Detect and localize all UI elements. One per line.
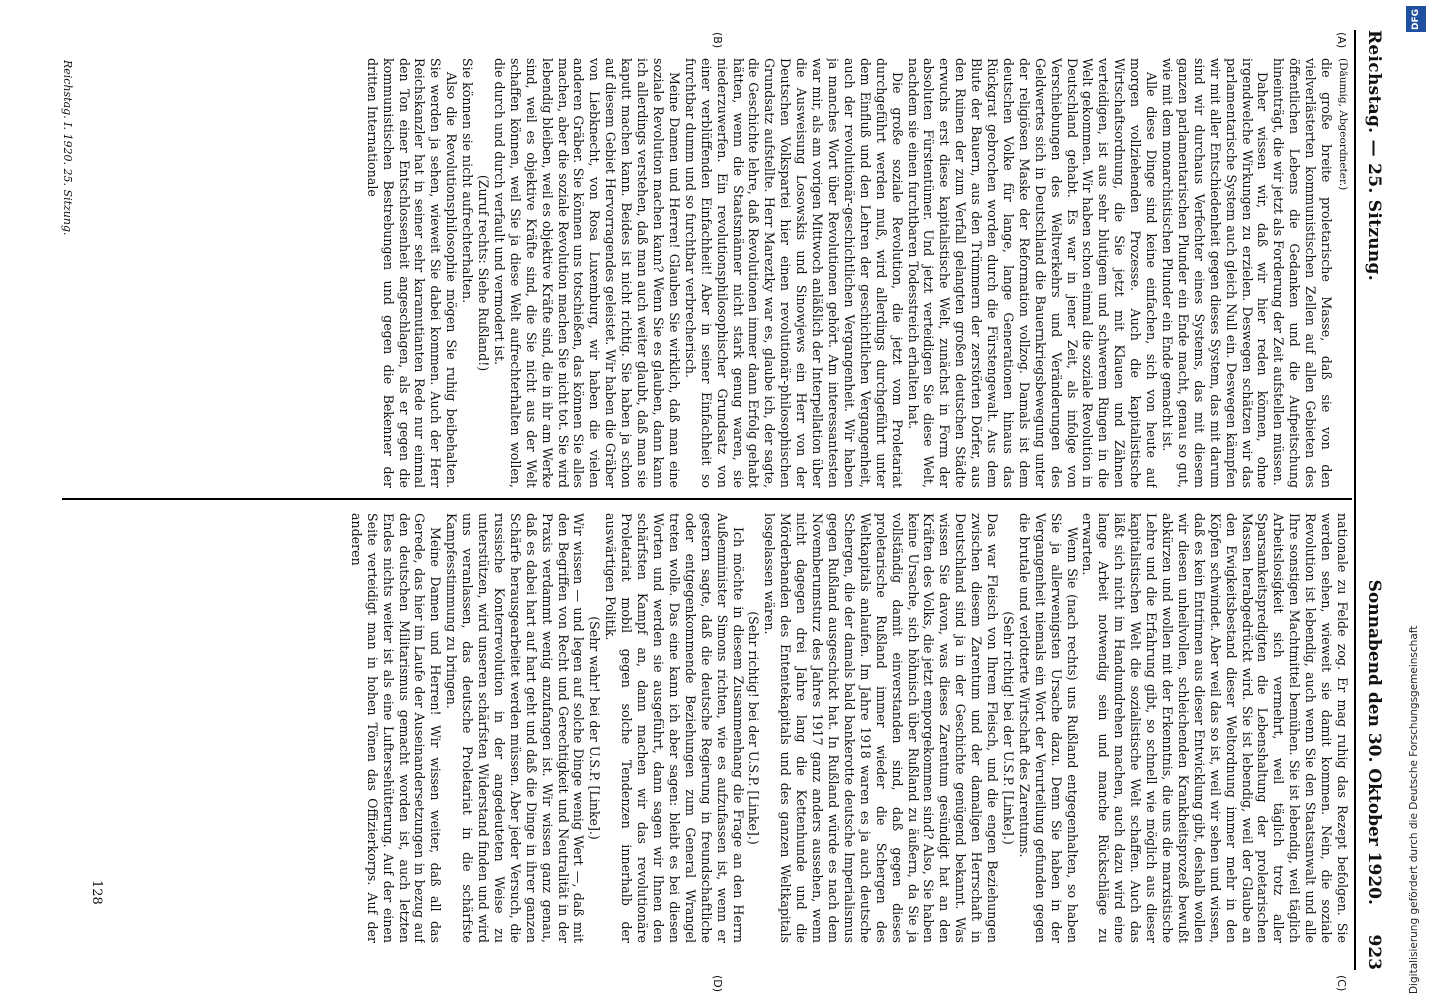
paragraph: Alle diese Dinge sind keine einfachen, sich von heute auf morgen vollziehenden Prozesse. Auch die kapitalistische Wirtschaftsordnung, die Sie jetzt mit Klauen und Zähnen verteidigen, ist aus sehr blutigem und schwerem Ringen in die Welt gekommen. Wir haben schon einmal die soziale Revolution in Deutschland gehabt. Es war in jener Zeit, als infolge von Verschiebungen des Weltverkehrs und Veränderungen des Geldwertes sich in Deutschland die Bauernkriegsbewegung unter der religiösen Maske der Reformation vollzog. Damals ist dem deutschen Volke für lange, lange Generationen hinaus das Rückgrat gebrochen worden durch die Fürstengewalt. Aus dem Blute der Bauern, aus den Trümmern der zerstörten Dörfer, aus den Ruinen der zum Verfall gelangten großen deutschen Städte erwuchs erst diese kapitalistische Welt, zunächst in Form der absoluten Fürstentümer. Und jetzt verteidigen Sie diese Welt, nachdem sie einen furchtbaren Todesstreich erhalten hat. — [905, 58, 1160, 488]
interjection: (Sehr wahr! bei der U.S.P. [Linke].) — [587, 616, 603, 840]
header-right — [1364, 580, 1384, 970]
paragraph: Meine Damen und Herren! Wir wissen weiter, daß all das Gerede, das hier im Laufe der Auseinandersetzungen in bezug auf den deutschen Militarismus gemacht worden ist, auch letzten Endes nichts weiter ist als eine Luftersehütterung. Auf der einen Seite verteidigt man in hohen Tönen das Offizierkorps. Auf der anderen — [348, 513, 444, 943]
paragraph: Die große soziale Revolution, die jetzt vom Proletariat durchgeführt werden muß, wird allerdings durchgeführt unter dem Einfluß und den Lehren der geschichtlichen Vergangenheit, auch der revolutionär-geschichtlichen Vergangenheit. Wir haben ja manches Wort über Revolutionen gehört. Am interessantesten war mir, als am vorigen Mittwoch anläßlich der Interpellation über die Ausweisung Losowskis und Sinowjews ein Herr von der Deutschen Volkspartei hier einen revolutionär-philosophischen Grundsatz aufstellte. Herr Mareztky war es, glaube ich, der sagte, die Geschichte lehre, daß Revolutionen immer dann Erfolg gehabt hätten, wenn die Staatsmänner nicht stark genug waren, sie niederzuwerfen. Ein revolutionsphilosophischer Grundsatz von einer verblüffenden Einfachheit! Aber in seiner Einfachheit so furchtbar dumm und so furchtbar verbrecherisch. — [682, 58, 905, 488]
header-rule — [1354, 30, 1356, 970]
dfg-logo: DFG — [1406, 6, 1426, 32]
digitization-credit: Digitalisierung gefördert durch die Deutsche Forschungsgemeinschaft — [1408, 625, 1420, 994]
header-session: Reichstag. — 25. Sitzung. — [1364, 30, 1384, 281]
paragraph: Also die Revolutionsphilosophie mögen Sie ruhig beibehalten. Sie werden ja sehen, wieweit Sie dabei kommen. Auch der Herr Reichskanzler hat in seiner sehr karamutianten Rede nur einmal den Ton einer Entschlossenheit angeschlagen, als er gegen die kommunistischen Bestrebungen und gegen die Bekenner der dritten Internationale — [364, 58, 460, 488]
paragraph: Wir wissen — und legen auf solche Dinge wenig Wert —, daß mit den Begriffen von Recht und Gerechtigkeit und Neutralität in der Praxis verdammt wenig anzufangen ist. Wir wissen ganz genau, daß es dabei hart auf hart geht und daß die Dinge in ihrer ganzen Schärfe herausgearbeitet werden müssen. Aber jeder Versuch, die russische Konterrevolution in der angedeuteten Weise zu unterstützen, wird unseren schärfsten Widerstand finden und wird uns veranlassen, das deutsche Proletariat in die schärfste Kampfesstimmung zu bringen. — [444, 513, 587, 943]
right-column — [58, 513, 1350, 943]
column-divider — [62, 498, 1352, 500]
page-header — [1358, 30, 1384, 970]
margin-marker-c: (C) — [1335, 975, 1348, 992]
header-page-number: 923 — [1364, 934, 1384, 970]
paragraph: nationale zu Felde zog. Er mag ruhig das Rezept befolgen. Sie werden sehen, wieweit sie damit kommen. Nein, die soziale Revolution ist lebendig, auch wenn Sie den Staatsanwalt und alle Ihre sonstigen Machtmittel bemühen. Sie ist lebendig, weil täglich Arbeitslosigkeit sich vermehrt, weil täglich trotz aller Sparsamkeitspredigten die Lebenshaltung der proletarischen Massen herabgedrückt wird. Sie ist lebendig, weil der Glaube an den Ewigkeitsbestand dieser Weltordnung immer mehr in den Köpfen schwindet. Aber weil das so ist, weil wir sehen und wissen, daß es kein Entrinnen aus dieser Entwicklung gibt, deshalb wollen wir diesen unheilvollen, schleichenden Krankheitsprozeß bewußt abkürzen und wollen mit der Erkenntnis, die uns die marxistische Lehre und die Erfahrung gibt, so schnell wie möglich aus dieser kapitalistischen Welt die sozialistische Welt schaffen. Auch das läßt sich nicht im Handumdrehen machen, auch dazu wird eine lange Arbeit notwendig sein und manche Rückschläge zu erwarten. — [1080, 513, 1350, 943]
paragraph: Wenn Sie (nach rechts) uns Rußland entgegenhalten, so haben Sie ja allerwenigsten Ursache dazu. Denn Sie haben in der Vergangenheit niemals ein Wort der Verurteilung gefunden gegen die brutale und verlotterte Wirtschaft des Zarentums. — [1016, 513, 1080, 943]
header-date: Sonnabend den 30. Oktober 1920. — [1364, 579, 1384, 905]
bottom-page-number: 128 — [89, 880, 104, 905]
digitization-sidebar — [1404, 4, 1428, 994]
paragraph: Sie können sie nicht aufrechterhalten. — [460, 58, 476, 304]
margin-marker-b: (B) — [711, 32, 724, 49]
margin-marker-a: (A) — [1335, 32, 1348, 49]
page-footer: Reichstag. I. 1920. 25. Sitzung. — [61, 60, 74, 236]
left-column — [58, 58, 1350, 488]
paragraph: Meine Damen und Herren! Glauben Sie wirklich, daß man eine soziale Revolution machen kann? Wenn Sie es glauben, dann kann ich allerdings verstehen, daß man auch weiter glaubt, daß man sie kaputt machen kann. Beides ist nicht richtig. Sie haben ja schon auf diesem Gebiet Hervorragendes geleistet. Wir haben die Gräber von Liebknecht, von Rosa Luxemburg, wir haben die vielen anderen Gräber. Sie können uns totschießen, das können Sie alles machen, aber die soziale Revolution machen Sie nicht tot. Sie wird lebendig bleiben, weil es objektive Kräfte sind, die in ihr am Werke sind, weil es objektive Kräfte sind, die Sie nicht aus der Welt schaffen können, weil Sie ja diese Welt aufrechterhalten wollen, die durch und durch verfault und vermodert ist. — [491, 58, 682, 488]
paragraph: Daher wissen wir, daß wir hier reden können, ohne irgendwelche Wirkungen zu erzielen. Deswegen schätzen wir das parlamentarische System auch gleich Null ein. Deswegen kämpfen wir mit aller Entschiedenheit gegen dieses System, das mit darum sind wir durchaus Verfechter eines Systems, das mit diesem ganzen parlamentarischen Plunder ein Ende macht, genau so gut, wie mit dem monarchistischen Plunder ein Ende gemacht ist. — [1160, 58, 1271, 488]
paragraph: Ich möchte in diesem Zusammenhang die Frage an den Herrn Außenminister Simons richten, wie es aufzufassen ist, wenn er gestern sagte, daß die deutsche Regierung in freundschaftliche oder entgegenkommende Beziehungen zum General Wrangel treten wolle. Das eine kann ich aber sagen: bleibt es bei diesen Worten und werden sie ausgeführt, dann sagen wir Ihnen den schärfsten Kampf an, dann machen wir das revolutionäre Proletariat mobil gegen solche Tendenzen innerhalb der auswärtigen Politik. — [603, 513, 746, 943]
interjection: (Sehr richtig! bei der U.S.P. [Linke].) — [1000, 611, 1016, 845]
interjection: (Sehr richtig! bei der U.S.P. [Linke].) — [746, 611, 762, 845]
margin-marker-d: (D) — [711, 975, 724, 993]
paragraph: Das war Fleisch von Ihrem Fleisch, und die engen Beziehungen zwischen diesem Zarentum und der damaligen Herrschaft in Deutschland sind ja in der Geschichte genügend bekannt. Was wissen Sie davon, was dieses Zarentum gesündigt hat an den Kräften des Volks, die jetzt emporgekommen sind? Also, Sie haben keine Ursache, sich höhnisch über Rußland zu äußern, da Sie ja vollständig damit einverstanden sind, daß gegen dieses proletarische Rußland immer wieder die Schergen des Weltkapitals anlaufen. Im Jahre 1918 waren es ja auch deutsche Schergen, die der damals bald bankerotte deutsche Imperialismus gegen Rußland ausgeschickt hat. In Rußland würde es nach dem Novemberumsturz des Jahres 1917 ganz anders aussehen, wenn nicht dagegen drei Jahre lang die Kettenhunde und die Mörderbanden des Ententekapitals und des ganzen Weltkapitals losgelassen wären. — [762, 513, 1001, 943]
interjection: (Zuruf rechts: Siehe Rußland!) — [476, 174, 492, 372]
paragraph: die große breite proletarische Masse, daß sie von den vielverlästerten kommunistischen Zellen auf allen Gebieten des öffentlichen Lebens die Gedanken und die Aufpeitschung hineinträgt, die wir jetzt als Forderung der Zeit aufstellen müssen. — [1271, 58, 1335, 488]
speaker-line: (Däumig, Abgeordneter.) — [1337, 58, 1349, 191]
